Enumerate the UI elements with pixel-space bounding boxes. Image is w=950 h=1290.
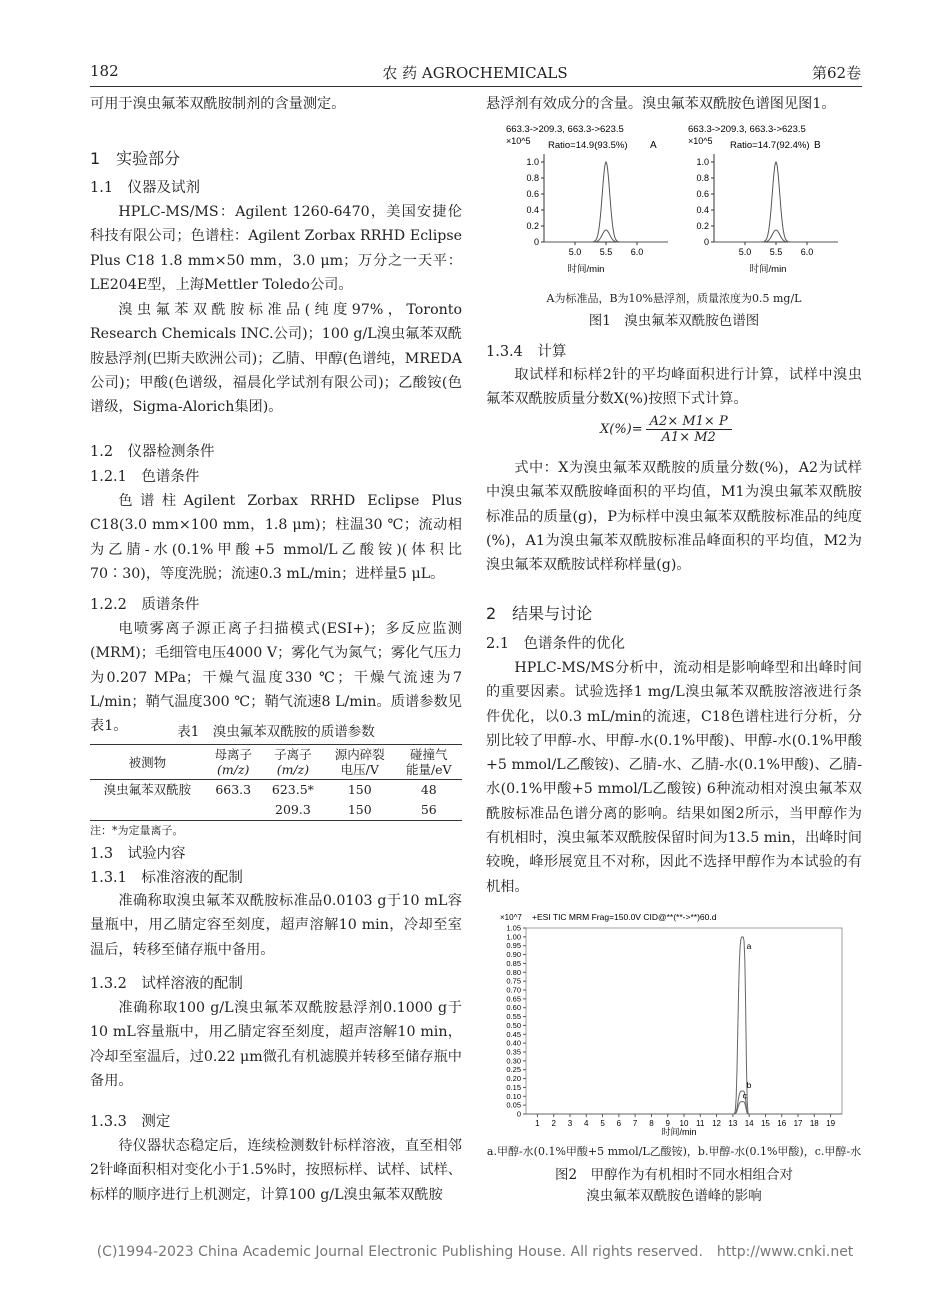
fig2-y-tick-label: 0.70: [506, 985, 521, 995]
fig1-panel-a: [506, 124, 668, 275]
fig2-y-tick-label: 0.75: [506, 976, 521, 986]
subsection-1-2: 1.2 仪器检测条件: [90, 444, 215, 460]
fig2-y-tick-label: 1.00: [506, 932, 521, 942]
fig2-scale: ×10^7: [500, 913, 522, 922]
fig2-plot-frame: [526, 928, 842, 1114]
fig2-y-tick-label: 0.25: [506, 1065, 521, 1075]
fig2-x-tick-label: 2: [551, 1119, 556, 1128]
fig2-series-label-a: a: [746, 940, 752, 951]
fig1b-axes: [696, 154, 838, 257]
formula-fraction: [646, 414, 732, 445]
table-1-caption: 表1 溴虫氟苯双酰胺的质谱参数: [177, 724, 375, 740]
sample-solution-paragraph: 准确称取100 g/L溴虫氟苯双酰胺悬浮剂0.1000 g于10 mL容量瓶中，用乙腈定容至刻度，超声溶解10 min，冷却至室温后，过0.22 μm微孔有机滤膜并转移至储存瓶中备用。: [90, 1000, 462, 1089]
figure-2-note: a.甲醇-水(0.1%甲酸+5 mmol/L乙酸铵)，b.甲醇-水(0.1%甲酸)，c.甲醇-水: [486, 1145, 862, 1158]
section-1-title: 1 实验部分: [90, 149, 181, 168]
calculation-paragraph: 取试样和标样2针的平均峰面积进行计算，试样中溴虫氟苯双酰胺质量分数X(%)按照下式计算。: [486, 367, 862, 408]
fig1-y-tick-label: 0.4: [696, 205, 709, 215]
table-header-row: [90, 745, 462, 780]
table-cell: 48: [420, 782, 437, 797]
fig2-y-tick-label: 0.10: [506, 1091, 521, 1101]
fig2-y-tick-label: 0.20: [506, 1074, 521, 1084]
table-cell: 663.3: [215, 782, 252, 797]
fig1-y-tick-label: 0.2: [526, 221, 539, 231]
standard-solution-paragraph: 准确称取溴虫氟苯双酰胺标准品0.0103 g于10 mL容量瓶中，用乙腈定容至刻度，超声溶解10 min，冷却至室温后，转移至储存瓶中备用。: [90, 893, 462, 958]
copyright-footer: (C)1994-2023 China Academic Journal Electronic Publishing House. All rights reserved. http://www.cnki.net: [96, 1244, 854, 1260]
fig2-y-tick-label: 1.05: [506, 923, 521, 933]
formula-lhs: X(%)=: [600, 422, 643, 437]
fig1-x-tick-label: 5.5: [599, 247, 613, 257]
table-cell: 56: [396, 800, 462, 821]
intro-line: 可用于溴虫氟苯双酰胺制剂的含量测定。: [90, 96, 346, 112]
fig2-x-tick-label: 7: [632, 1119, 638, 1128]
fig1-x-tick-label: 6.0: [800, 247, 814, 257]
fig2-y-tick-label: 0.15: [506, 1082, 521, 1092]
fig1-panel-b: [688, 124, 838, 275]
fig2-series-line-a: [526, 937, 842, 1114]
fig1-y-tick-label: 1.0: [696, 157, 709, 167]
subsection-1-1: 1.1 仪器及试剂: [90, 180, 201, 196]
fig2-x-tick-label: 5: [600, 1119, 605, 1128]
fig1a-xlabel: 时间/min: [567, 264, 605, 275]
figure-2-caption-line-1: 图2 甲醇作为有机相时不同水相组合对: [554, 1167, 794, 1183]
formula: [600, 414, 732, 445]
continued-line: 悬浮剂有效成分的含量。溴虫氟苯双酰胺色谱图见图1。: [486, 96, 836, 112]
col-fragmentor: 源内碎裂 电压/V: [324, 745, 395, 780]
measurement-paragraph: 待仪器状态稳定后，连续检测数针标样溶液，直至相邻2针峰面积相对变化小于1.5%时，按照标样、试样、试样、标样的顺序进行上机测定，计算100 g/L溴虫氟苯双酰胺: [90, 1138, 462, 1203]
fig2-y-tick-label: 0: [516, 1109, 521, 1119]
journal-title: 农 药 AGROCHEMICALS: [382, 64, 568, 82]
col-analyte: 被测物: [90, 745, 205, 780]
fig2-x-tick-label: 9: [665, 1119, 670, 1128]
instruments-paragraph: HPLC-MS/MS：Agilent 1260-6470，美国安捷伦科技有限公司；色谱柱：Agilent Zorbax RRHD Eclipse Plus C18 1.8 mm×50 mm，3.0 μm；万分之一天平：LE204E型，上海Mettler Toledo公司。: [90, 204, 462, 293]
subsection-1-3: 1.3 试验内容: [90, 846, 186, 862]
table-row: [90, 800, 462, 821]
fig1b-ratio: Ratio=14.7(92.4%): [730, 140, 810, 151]
fig2-y-tick-label: 0.90: [506, 950, 521, 960]
fig1-series-line-2: [544, 230, 668, 242]
fig2-x-tick-label: 11: [696, 1119, 705, 1128]
table-cell: 溴虫氟苯双酰胺: [103, 782, 192, 797]
subsection-1-3-4: 1.3.4 计算: [486, 344, 567, 360]
fig1-y-tick-label: 0.4: [526, 205, 539, 215]
volume-label: 第62卷: [812, 64, 862, 82]
fig1b-label: B: [814, 140, 821, 151]
fig1-y-tick-label: 0.6: [696, 189, 709, 199]
fig2-x-tick-label: 16: [777, 1119, 787, 1128]
fig2-axes: [506, 924, 842, 1129]
reagents-paragraph: 溴虫氟苯双酰胺标准品(纯度97%，Toronto Research Chemicals INC.公司)；100 g/L溴虫氟苯双酰胺悬浮剂(巴斯夫欧洲公司)；乙腈、甲醇(色谱纯，MREDA公司)；甲酸(色谱级，福晨化学试剂有限公司)；乙酸铵(色谱级，Sigma-Alorich集团)。: [90, 302, 462, 416]
fig1-y-tick-label: 1.0: [526, 157, 539, 167]
subsection-1-3-1: 1.3.1 标准溶液的配制: [90, 870, 243, 886]
fig2-y-tick-label: 0.50: [506, 1020, 521, 1030]
fig1-y-tick-label: 0: [533, 237, 539, 247]
fig1-y-tick-label: 0: [703, 237, 709, 247]
figure-1-chromatograms: [486, 118, 862, 284]
fig2-series-line-b: [526, 1091, 842, 1114]
table-row: [90, 780, 462, 801]
ms-parameters-table: [90, 744, 462, 821]
table-cell: [205, 800, 262, 821]
fig1b-scale: ×10^5: [688, 136, 713, 146]
fig2-y-tick-label: 0.30: [506, 1056, 521, 1066]
fig2-series-label-c: c: [742, 1090, 747, 1101]
fig1-x-tick-label: 5.5: [769, 247, 783, 257]
subsection-2-1: 2.1 色谱条件的优化: [486, 636, 626, 652]
fig1-x-tick-label: 6.0: [630, 247, 644, 257]
formula-numerator: A2× M1× P: [646, 414, 732, 430]
fig2-x-tick-label: 15: [760, 1119, 770, 1128]
fig1a-ratio: Ratio=14.9(93.5%): [548, 140, 628, 151]
table-cell: 623.5*: [271, 782, 314, 797]
fig1b-title: 663.3->209.3, 663.3->623.5: [688, 124, 806, 135]
subsection-1-3-2: 1.3.2 试样溶液的配制: [90, 976, 243, 992]
fig1a-scale: ×10^5: [506, 136, 531, 146]
fig1-y-tick-label: 0.8: [526, 173, 539, 183]
fig2-x-tick-label: 6: [616, 1119, 622, 1128]
table-note: 注：*为定量离子。: [90, 824, 184, 837]
formula-explanation-paragraph: 式中：X为溴虫氟苯双酰胺的质量分数(%)，A2为试样中溴虫氟苯双酰胺峰面积的平均值，M1为溴虫氟苯双酰胺标准品的质量(g)，P为标样中溴虫氟苯双酰胺标准品的纯度(%)，A1为溴虫氟苯双酰胺标准品峰面积的平均值，M2为溴虫氟苯双酰胺试样称样量(g)。: [486, 460, 862, 574]
fig1-y-tick-label: 0.8: [696, 173, 709, 183]
subsection-1-3-3: 1.3.3 测定: [90, 1114, 171, 1130]
fig2-x-tick-label: 10: [679, 1119, 689, 1128]
col-collision-energy: 碰撞气 能量/eV: [396, 745, 462, 780]
page-number: 182: [90, 62, 119, 80]
figure-1-note: A为标准品，B为10%悬浮剂，质量浓度为0.5 mg/L: [546, 292, 802, 305]
figure-1-caption: 图1 溴虫氟苯双酰胺色谱图: [588, 313, 760, 329]
fig1-x-tick-label: 5.0: [568, 247, 582, 257]
fig2-y-tick-label: 0.55: [506, 1012, 521, 1022]
fig2-xlabel: 时间/min: [661, 1127, 697, 1137]
col-daughter-ion: 子离子 (m/z): [262, 745, 324, 780]
fig2-y-tick-label: 0.45: [506, 1029, 521, 1039]
fig2-x-tick-label: 19: [826, 1119, 836, 1128]
formula-denominator: A1× M2: [661, 430, 716, 445]
col-parent-ion: 母离子 (m/z): [205, 745, 262, 780]
fig2-x-tick-label: 13: [728, 1119, 738, 1128]
fig1a-label: A: [650, 140, 657, 151]
fig2-y-tick-label: 0.60: [506, 1003, 521, 1013]
fig2-x-tick-label: 4: [584, 1119, 589, 1128]
table-cell: 150: [347, 782, 372, 797]
fig2-y-tick-label: 0.05: [506, 1100, 521, 1110]
fig2-title: +ESI TIC MRM Frag=150.0V CID@**(**->**)60.d: [532, 912, 717, 922]
fig1a-axes: [526, 154, 668, 257]
optimization-paragraph: HPLC-MS/MS分析中，流动相是影响峰型和出峰时间的重要因素。试验选择1 mg/L溴虫氟苯双酰胺溶液进行条件优化，以0.3 mL/min的流速，C18色谱柱进行分析，分别比较了甲醇-水、甲醇-水(0.1%甲酸)、甲醇-水(0.1%甲酸+5 mmol/L乙酸铵)、乙腈-水、乙腈-水(0.1%甲酸)、乙腈-水(0.1%甲酸+5 mmol/L乙酸铵) 6种流动相对溴虫氟苯双酰胺标准品色谱分离的影响。结果如图2所示，当甲醇作为有机相时，溴虫氟苯双酰胺保留时间为13.5 min，出峰时间较晚，峰形展宽且不对称，因此不选择甲醇作为本试验的有机相。: [486, 660, 862, 895]
fig2-x-tick-label: 12: [712, 1119, 722, 1128]
subsection-1-2-2: 1.2.2 质谱条件: [90, 597, 200, 613]
figure-2-chromatogram: [486, 910, 862, 1140]
fig2-y-tick-label: 0.40: [506, 1038, 521, 1048]
subsection-1-2-1: 1.2.1 色谱条件: [90, 469, 200, 485]
fig2-x-tick-label: 8: [649, 1119, 654, 1128]
table-cell: [90, 800, 205, 821]
fig1-y-tick-label: 0.2: [696, 221, 709, 231]
fig1-series-line-2: [714, 230, 838, 242]
fig1a-title: 663.3->209.3, 663.3->623.5: [506, 124, 624, 135]
fig2-series-label-b: b: [746, 1079, 752, 1090]
fig2-y-tick-label: 0.95: [506, 941, 521, 951]
fig2-x-tick-label: 14: [744, 1119, 754, 1128]
fig2-x-tick-label: 1: [535, 1119, 540, 1128]
fig2-x-tick-label: 18: [809, 1119, 819, 1128]
table-cell: 209.3: [262, 800, 324, 821]
fig2-x-tick-label: 17: [793, 1119, 803, 1128]
fig1b-xlabel: 时间/min: [749, 264, 787, 275]
section-2-title: 2 结果与讨论: [486, 604, 593, 623]
chromatography-paragraph: 色谱柱Agilent Zorbax RRHD Eclipse Plus C18(3.0 mm×100 mm，1.8 μm)；柱温30 ℃；流动相为乙腈-水(0.1%甲酸+5 mmol/L乙酸铵)(体积比70∶30)，等度洗脱；流速0.3 mL/min；进样量5 μL。: [90, 493, 462, 582]
fig2-series-line-c: [526, 1102, 842, 1114]
fig2-x-tick-label: 3: [567, 1119, 573, 1128]
fig2-y-tick-label: 0.35: [506, 1047, 521, 1057]
mass-spec-paragraph: 电喷雾离子源正离子扫描模式(ESI+)；多反应监测(MRM)；毛细管电压4000 V；雾化气为氮气；雾化气压力为0.207 MPa；干燥气温度330 ℃；干燥气流速为7 L/min；鞘气温度300 ℃；鞘气流速8 L/min。质谱参数见表1。: [90, 621, 462, 735]
fig2-y-tick-label: 0.80: [506, 967, 521, 977]
figure-2-caption-line-2: 溴虫氟苯双酰胺色谱峰的影响: [586, 1188, 762, 1204]
table-cell: 150: [324, 800, 395, 821]
fig1-y-tick-label: 0.6: [526, 189, 539, 199]
fig2-y-tick-label: 0.85: [506, 958, 521, 968]
fig1-x-tick-label: 5.0: [738, 247, 752, 257]
header-rule: [90, 86, 862, 87]
fig2-y-tick-label: 0.65: [506, 994, 521, 1004]
